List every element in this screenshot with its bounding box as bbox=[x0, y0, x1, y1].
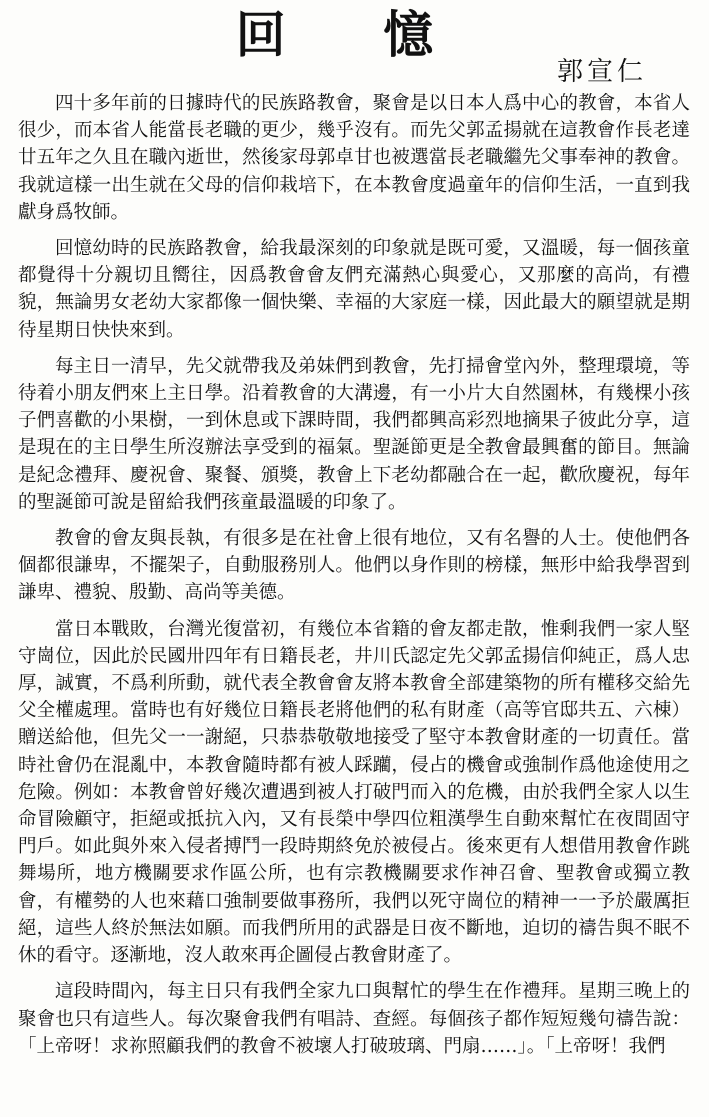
document-title: 回 憶 bbox=[235, 5, 474, 64]
paragraph: 四十多年前的日據時代的民族路教會，聚會是以日本人爲中心的教會，本省人很少，而本省人能當長老職的更少，幾乎沒有。而先父郭孟揚就在這教會作長老達廿五年之久且在職內逝世，然後家母郭卓甘也被選當長老職繼先父事奉神的教會。我就這樣一出生就在父母的信仰栽培下，在本教會度過童年的信仰生活，一直到我獻身爲牧師。 bbox=[18, 93, 690, 223]
author-name: 郭宣仁 bbox=[556, 57, 647, 87]
paragraph: 教會的會友與長執，有很多是在社會上很有地位，又有名譽的人士。使他們各個都很謙卑，不擺架子，自動服務別人。他們以身作則的榜樣，無形中給我學習到謙卑、禮貌、殷勤、高尚等美德。 bbox=[18, 528, 690, 604]
paragraph: 這段時間內，每主日只有我們全家九口與幫忙的學生在作禮拜。星期三晚上的聚會也只有這些人。每次聚會我們有唱詩、查經。每個孩子都作短短幾句禱告說：「上帝呀！求祢照顧我們的教會不被壞人打破玻璃、門扇……」。「上帝呀！我們 bbox=[18, 981, 690, 1057]
document-body bbox=[18, 90, 690, 1069]
paragraph: 回憶幼時的民族路教會，給我最深刻的印象就是既可愛，又溫暖，每一個孩童都覺得十分親切且嚮往，因爲教會會友們充滿熱心與愛心，又那麼的高尚，有禮貌，無論男女老幼大家都像一個快樂、幸福的大家庭一樣，因此最大的願望就是期待星期日快快來到。 bbox=[18, 238, 690, 341]
paragraph: 當日本戰敗，台灣光復當初，有幾位本省籍的會友都走散，惟剩我們一家人堅守崗位，因此於民國卅四年有日籍長老，井川氏認定先父郭孟揚信仰純正，爲人忠厚，誠實，不爲利所動，就代表全教會會友將本教會全部建築物的所有權移交給先父全權處理。當時也有好幾位日籍長老將他們的私有財產（高等官邸共五、六棟）贈送給他，但先父一一謝絕，只恭恭敬敬地接受了堅守本教會財產的一切責任。當時社會仍在混亂中，本教會隨時都有被人踩躪，侵占的機會或強制作爲他途使用之危險。例如：本教會曾好幾次遭遇到被人打破門而入的危機，由於我們全家人以生命冒險顧守，拒絕或抵抗入內，又有長榮中學四位粗漢學生自動來幫忙在夜間固守門戶。如此與外來入侵者搏鬥一段時期終免於被侵占。後來更有人想借用教會作跳舞場所，地方機關要求作區公所，也有宗教機關要求作神召會、聖教會或獨立教會，有權勢的人也來藉口強制要做事務所，我們以死守崗位的精神一一予於嚴厲拒絕，這些人終於無法如願。而我們所用的武器是日夜不斷地，迫切的禱告與不眠不休的看守。逐漸地，沒人敢來再企圖侵占教會財產了。 bbox=[18, 618, 690, 967]
paragraph: 每主日一清早，先父就帶我及弟妹們到教會，先打掃會堂內外，整理環境，等待着小朋友們來上主日學。沿着教會的大溝邊，有一小片大自然園林，有幾棵小孩子們喜歡的小果樹，一到休息或下課時間，我們都興高彩烈地摘果子彼此分享，這是現在的主日學生所沒辦法享受到的福氣。聖誕節更是全教會最興奮的節目。無論是紀念禮拜、慶祝會、聚餐、頒獎，教會上下老幼都融合在一起，歡欣慶祝，每年的聖誕節可說是留給我們孩童最溫暖的印象了。 bbox=[18, 355, 690, 513]
